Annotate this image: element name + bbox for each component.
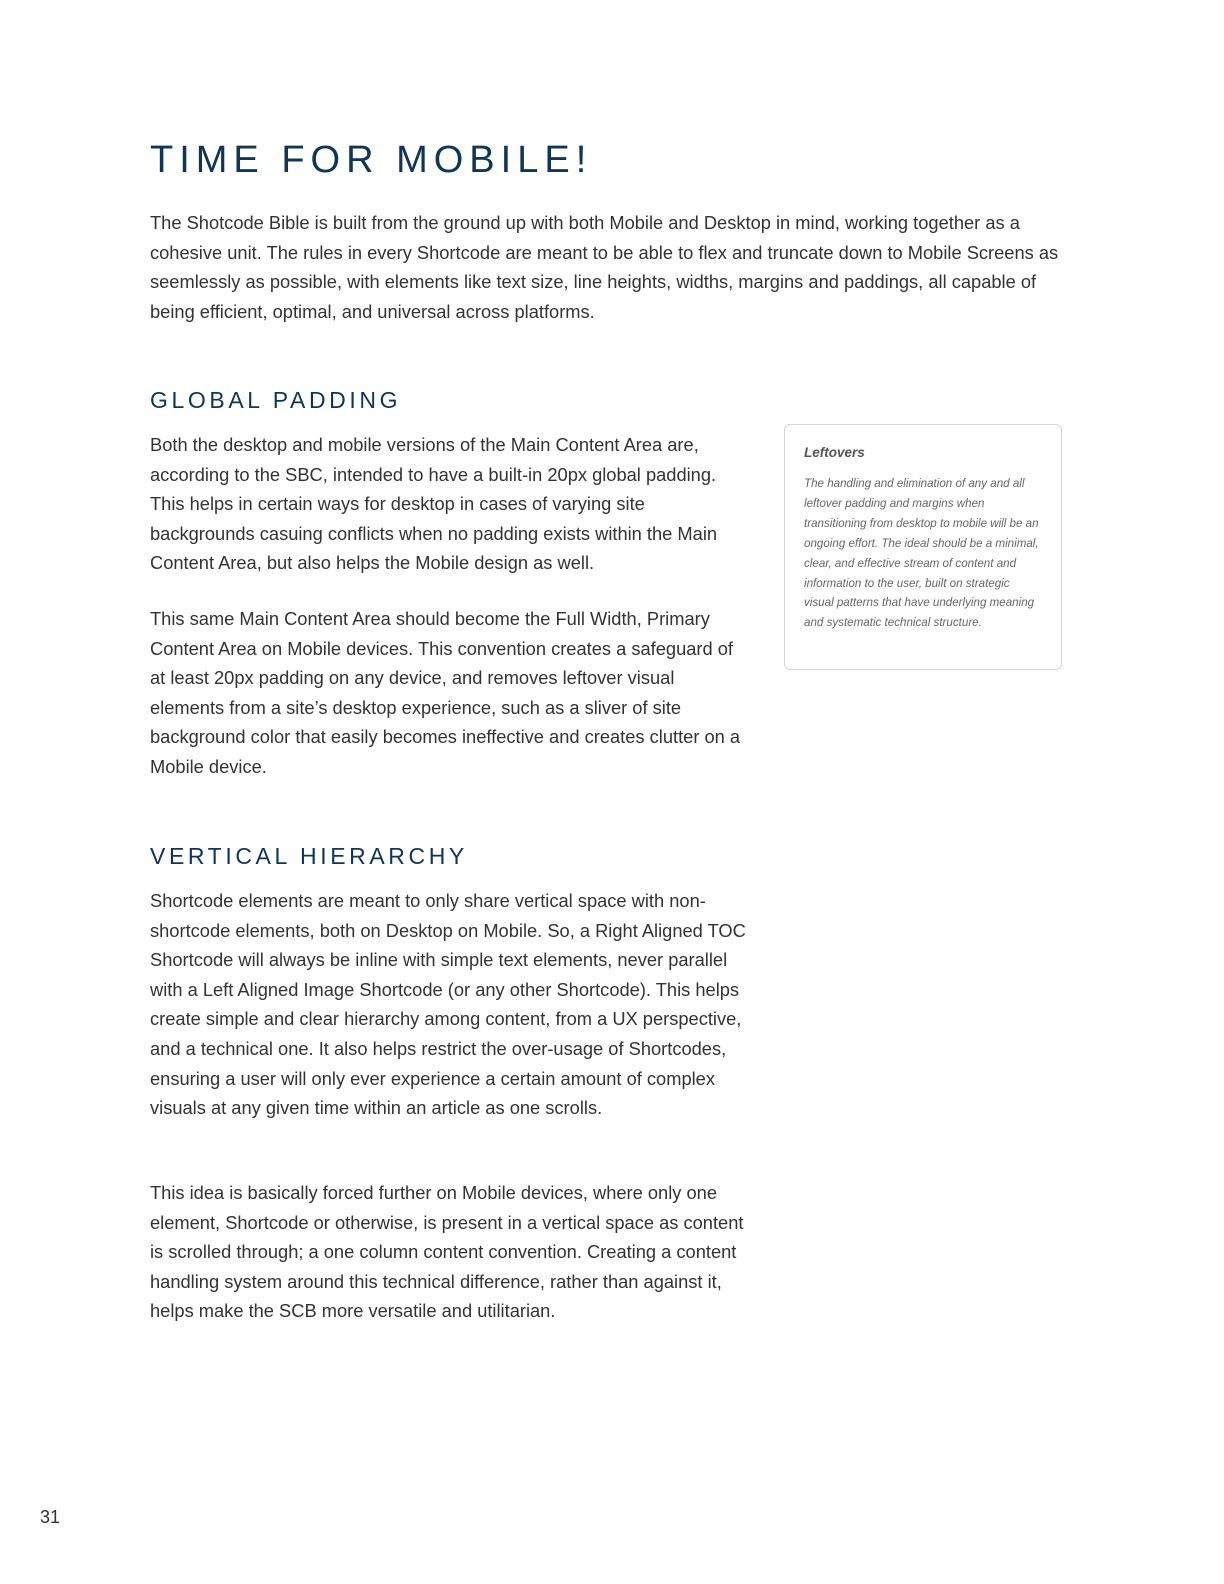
- page-title: TIME FOR MOBILE!: [150, 139, 593, 181]
- page-number: 31: [40, 1507, 61, 1527]
- sidebar-note-text: The handling and elimination of any and all leftover padding and margins when transitioning from desktop to mobile will be an ongoing effort. The ideal should be a minimal, clear, and effective stream of content and information to the user, built on strategic visual patterns that have underlying meaning and systematic technical structure.: [804, 477, 1039, 630]
- global-padding-paragraph-1: Both the desktop and mobile versions of the Main Content Area are, according to the SBC, intended to have a built-in 20px global padding. This helps in certain ways for desktop in cases of varying site backgrounds casuing conflicts when no padding exists within the Main Content Area, but also helps the Mobile design as well.: [150, 434, 718, 574]
- section-heading-global-padding: GLOBAL PADDING: [150, 387, 402, 413]
- vertical-hierarchy-paragraph-1: Shortcode elements are meant to only share vertical space with non-shortcode elements, both on Desktop on Mobile. So, a Right Aligned TOC Shortcode will always be inline with simple text elements, never parallel with a Left Aligned Image Shortcode (or any other Shortcode). This helps create simple and clear hierarchy among content, from a UX perspective, and a technical one. It also helps restrict the over-usage of Shortcodes, ensuring a user will only ever experience a certain amount of complex visuals at any given time within an article as one scrolls.: [150, 890, 746, 1119]
- vertical-hierarchy-paragraph-2: This idea is basically forced further on Mobile devices, where only one element, Shortcode or otherwise, is present in a vertical space as content is scrolled through; a one column content convention. Creating a content handling system around this technical difference, rather than against it, helps make the SCB more versatile and utilitarian.: [150, 1182, 744, 1322]
- sidebar-note-title: Leftovers: [804, 445, 865, 460]
- global-padding-paragraph-2: This same Main Content Area should become the Full Width, Primary Content Area on Mobile devices. This convention creates a safeguard of at least 20px padding on any device, and removes leftover visual elements from a site’s desktop experience, such as a sliver of site background color that easily becomes ineffective and creates clutter on a Mobile device.: [150, 608, 741, 777]
- intro-paragraph: The Shotcode Bible is built from the ground up with both Mobile and Desktop in mind, working together as a cohesive unit. The rules in every Shortcode are meant to be able to flex and truncate down to Mobile Screens as seemlessly as possible, with elements like text size, line heights, widths, margins and paddings, all capable of being efficient, optimal, and universal across platforms.: [150, 212, 1059, 322]
- section-heading-vertical-hierarchy: VERTICAL HIERARCHY: [150, 843, 468, 869]
- sidebar-note-box: [784, 424, 1062, 670]
